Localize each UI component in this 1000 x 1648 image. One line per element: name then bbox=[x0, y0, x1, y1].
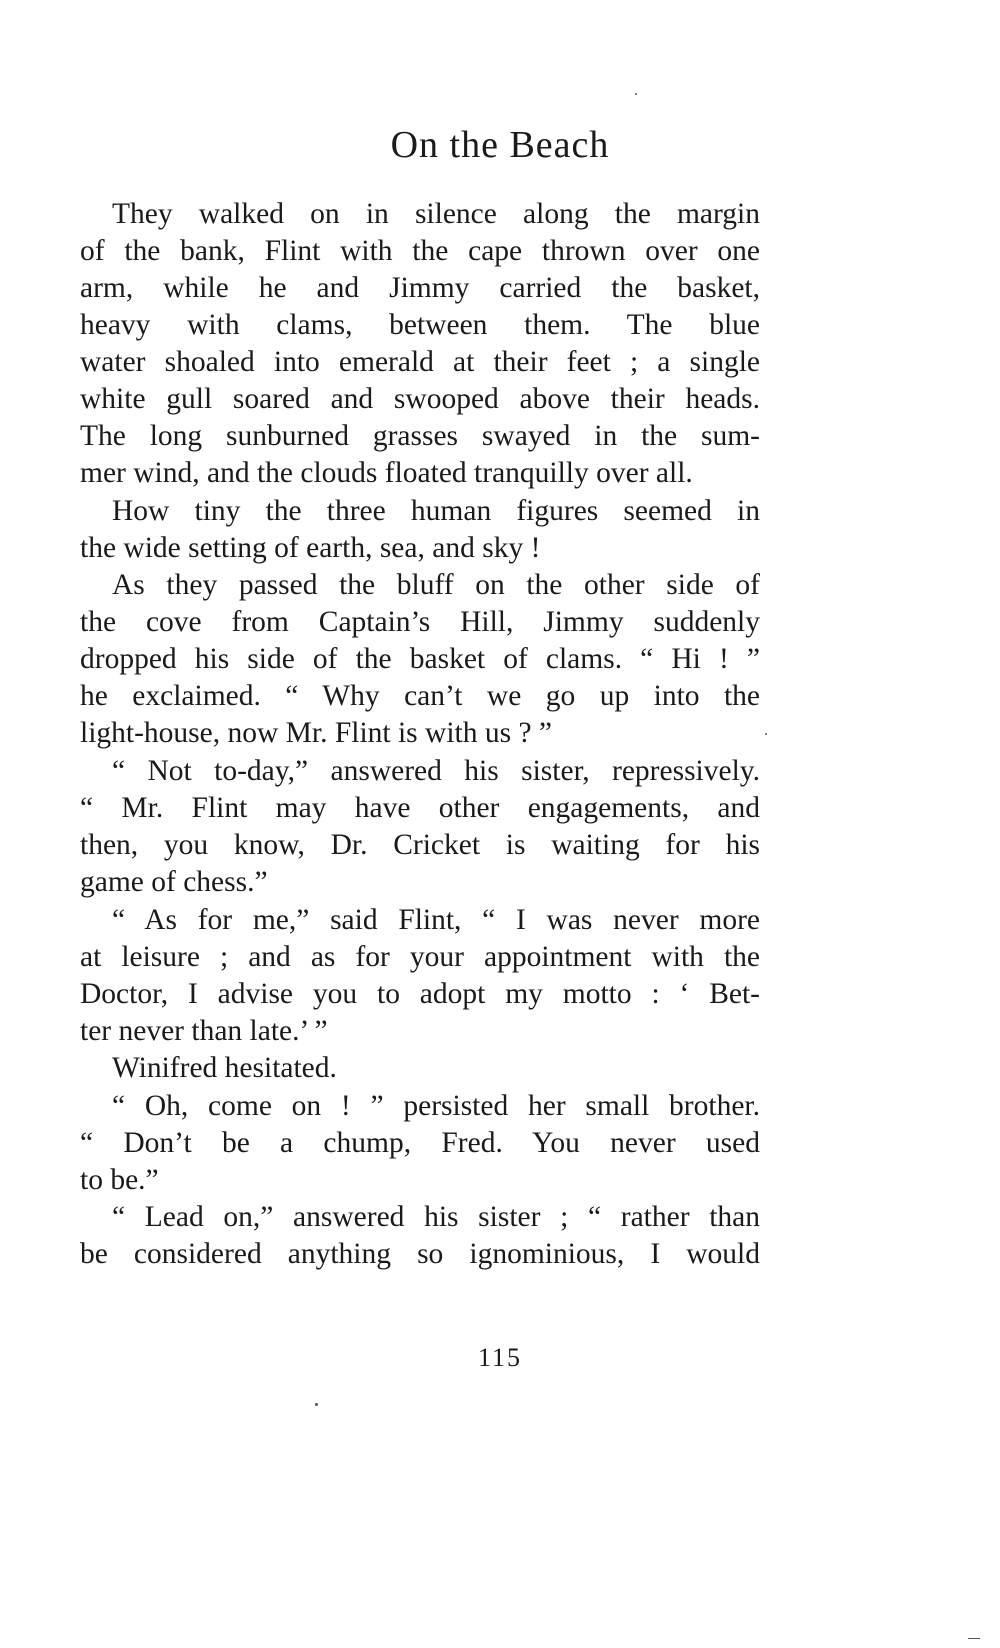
text-line: game of chess.” bbox=[80, 866, 268, 898]
text-line: “ Not to-day,” answered his sister, repressively. bbox=[112, 755, 760, 787]
text-line: water shoaled into emerald at their feet ; a single bbox=[80, 346, 760, 378]
text-line: light-house, now Mr. Flint is with us ? ” bbox=[80, 717, 552, 749]
text-line: the cove from Captain’s Hill, Jimmy suddenly bbox=[80, 606, 760, 638]
text-line: white gull soared and swooped above their heads. bbox=[80, 383, 760, 415]
text-line: “ Oh, come on ! ” persisted her small brother. bbox=[112, 1090, 760, 1122]
text-line: at leisure ; and as for your appointment with the bbox=[80, 941, 760, 973]
text-line: heavy with clams, between them. The blue bbox=[80, 309, 760, 341]
scan-speck bbox=[315, 1403, 318, 1406]
text-line: As they passed the bluff on the other side of bbox=[112, 569, 760, 601]
text-line: to be.” bbox=[80, 1164, 159, 1196]
text-line: of the bank, Flint with the cape thrown over one bbox=[80, 235, 760, 267]
text-line: “ Lead on,” answered his sister ; “ rather than bbox=[112, 1201, 760, 1233]
text-line: the wide setting of earth, sea, and sky ! bbox=[80, 532, 541, 564]
text-line: “ Don’t be a chump, Fred. You never used bbox=[80, 1127, 760, 1159]
scan-speck bbox=[635, 93, 637, 95]
scan-speck bbox=[765, 733, 767, 735]
text-line: arm, while he and Jimmy carried the basket, bbox=[80, 272, 760, 304]
text-line: be considered anything so ignominious, I would bbox=[80, 1238, 760, 1270]
page-number: 115 bbox=[477, 1343, 523, 1372]
text-line: The long sunburned grasses swayed in the sum- bbox=[80, 420, 760, 452]
text-line: dropped his side of the basket of clams. “ Hi ! ” bbox=[80, 643, 760, 675]
text-line: Winifred hesitated. bbox=[112, 1052, 337, 1084]
text-line: How tiny the three human figures seemed in bbox=[112, 495, 760, 527]
page-title: On the Beach bbox=[390, 124, 610, 166]
text-line: “ As for me,” said Flint, “ I was never more bbox=[112, 904, 760, 936]
text-line: then, you know, Dr. Cricket is waiting for his bbox=[80, 829, 760, 861]
text-line: They walked on in silence along the margin bbox=[112, 198, 760, 230]
text-line: mer wind, and the clouds floated tranquilly over all. bbox=[80, 457, 693, 489]
text-line: “ Mr. Flint may have other engagements, and bbox=[80, 792, 760, 824]
text-line: he exclaimed. “ Why can’t we go up into the bbox=[80, 680, 760, 712]
scan-speck bbox=[968, 1638, 980, 1639]
text-line: ter never than late.’ ” bbox=[80, 1015, 328, 1047]
text-line: Doctor, I advise you to adopt my motto : ‘ Bet- bbox=[80, 978, 760, 1010]
